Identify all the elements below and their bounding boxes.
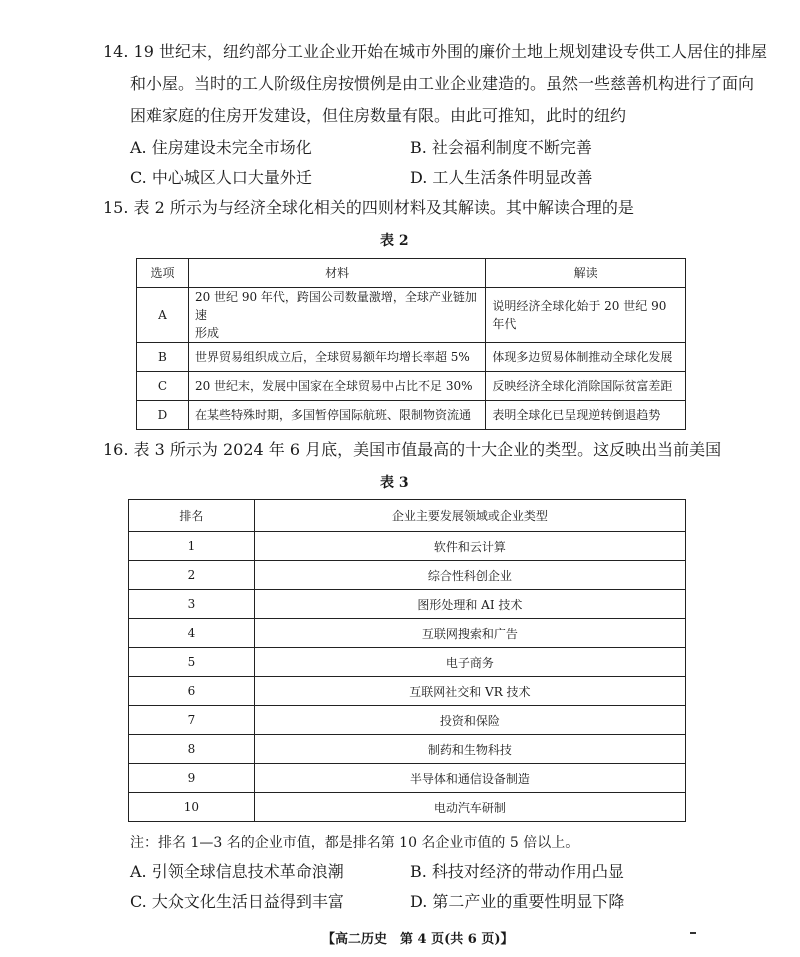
table-3-type: 投资和保险 [254, 706, 685, 735]
table-2-reading: 反映经济全球化消除国际贫富差距 [486, 372, 686, 401]
table-2-material-line: 20 世纪 90 年代，跨国公司数量激增，全球产业链加速 [194, 290, 477, 322]
table-2-row [137, 401, 686, 430]
table-3-row [129, 764, 686, 793]
q16-option-d: D. 第二产业的重要性明显下降 [410, 892, 625, 911]
table-2-header-reading: 解读 [486, 259, 686, 288]
page-footer: 【高二历史 第 4 页(共 6 页)】 [322, 932, 514, 947]
table-3-header-row [129, 500, 686, 532]
table-2-option: D [137, 401, 189, 430]
table-3-rank: 2 [129, 561, 255, 590]
q14-option-d: D. 工人生活条件明显改善 [410, 168, 593, 187]
table-2-reading [486, 288, 686, 343]
table-3-rank: 4 [129, 619, 255, 648]
table-2-option: A [137, 288, 189, 343]
table-2-material: 在某些特殊时期，多国暂停国际航班、限制物资流通 [188, 401, 485, 430]
q14-stem-line-3: 困难家庭的住房开发建设，但住房数量有限。由此可推知，此时的纽约 [130, 106, 627, 125]
table-2 [136, 258, 686, 430]
table-3-type: 电子商务 [254, 648, 685, 677]
table-2-option: B [137, 343, 189, 372]
table-3-type: 互联网搜索和广告 [254, 619, 685, 648]
table-3 [128, 499, 686, 822]
table-3-rank: 5 [129, 648, 255, 677]
table-2-reading-line: 说明经济全球化始于 20 世纪 90 [492, 299, 667, 313]
q14-option-b: B. 社会福利制度不断完善 [410, 138, 592, 157]
table-3-rank: 1 [129, 532, 255, 561]
table-3-type: 图形处理和 AI 技术 [254, 590, 685, 619]
q16-option-c: C. 大众文化生活日益得到丰富 [130, 892, 344, 911]
q15-stem: 15. 表 2 所示为与经济全球化相关的四则材料及其解读。其中解读合理的是 [103, 198, 634, 217]
table-2-row [137, 343, 686, 372]
table-3-type: 电动汽车研制 [254, 793, 685, 822]
table-3-type: 软件和云计算 [254, 532, 685, 561]
table-3-note: 注：排名 1—3 名的企业市值，都是排名第 10 名企业市值的 5 倍以上。 [130, 835, 580, 851]
table-3-rank: 10 [129, 793, 255, 822]
table-3-type: 制药和生物科技 [254, 735, 685, 764]
q16-option-b: B. 科技对经济的带动作用凸显 [410, 862, 624, 881]
table-2-material [188, 288, 485, 343]
q14-stem-line-1: 14. 19 世纪末，纽约部分工业企业开始在城市外围的廉价土地上规划建设专供工人居住的排屋 [103, 42, 767, 61]
table-2-row [137, 288, 686, 343]
table-3-row [129, 706, 686, 735]
table-3-rank: 3 [129, 590, 255, 619]
table-3-type: 半导体和通信设备制造 [254, 764, 685, 793]
table-3-caption: 表 3 [380, 475, 409, 491]
table-3-row [129, 561, 686, 590]
table-2-header-row [137, 259, 686, 288]
table-2-header-option: 选项 [137, 259, 189, 288]
table-2-row [137, 372, 686, 401]
table-2-option: C [137, 372, 189, 401]
table-3-rank: 9 [129, 764, 255, 793]
table-3-row [129, 619, 686, 648]
table-2-reading-line: 年代 [492, 317, 517, 331]
table-3-row [129, 590, 686, 619]
table-3-row [129, 532, 686, 561]
q16-option-a: A. 引领全球信息技术革命浪潮 [130, 862, 344, 881]
table-2-caption: 表 2 [380, 233, 409, 249]
q16-stem: 16. 表 3 所示为 2024 年 6 月底，美国市值最高的十大企业的类型。这反映出当前美国 [103, 440, 722, 459]
table-3-header-rank: 排名 [129, 500, 255, 532]
q14-option-a: A. 住房建设未完全市场化 [130, 138, 312, 157]
table-2-reading: 体现多边贸易体制推动全球化发展 [486, 343, 686, 372]
table-3-rank: 6 [129, 677, 255, 706]
table-3-type: 综合性科创企业 [254, 561, 685, 590]
page-corner-mark [690, 932, 696, 934]
table-2-material: 20 世纪末，发展中国家在全球贸易中占比不足 30% [188, 372, 485, 401]
table-2-reading: 表明全球化已呈现逆转倒退趋势 [486, 401, 686, 430]
table-2-material-line: 形成 [194, 326, 219, 340]
table-3-rank: 7 [129, 706, 255, 735]
table-3-row [129, 735, 686, 764]
q14-stem-line-2: 和小屋。当时的工人阶级住房按惯例是由工业企业建造的。虽然一些慈善机构进行了面向 [130, 74, 755, 93]
table-3-row [129, 648, 686, 677]
table-3-rank: 8 [129, 735, 255, 764]
table-2-header-material: 材料 [188, 259, 485, 288]
table-3-row [129, 677, 686, 706]
table-3-row [129, 793, 686, 822]
table-3-header-type: 企业主要发展领域或企业类型 [254, 500, 685, 532]
table-2-material: 世界贸易组织成立后，全球贸易额年均增长率超 5% [188, 343, 485, 372]
table-3-type: 互联网社交和 VR 技术 [254, 677, 685, 706]
q14-option-c: C. 中心城区人口大量外迁 [130, 168, 312, 187]
